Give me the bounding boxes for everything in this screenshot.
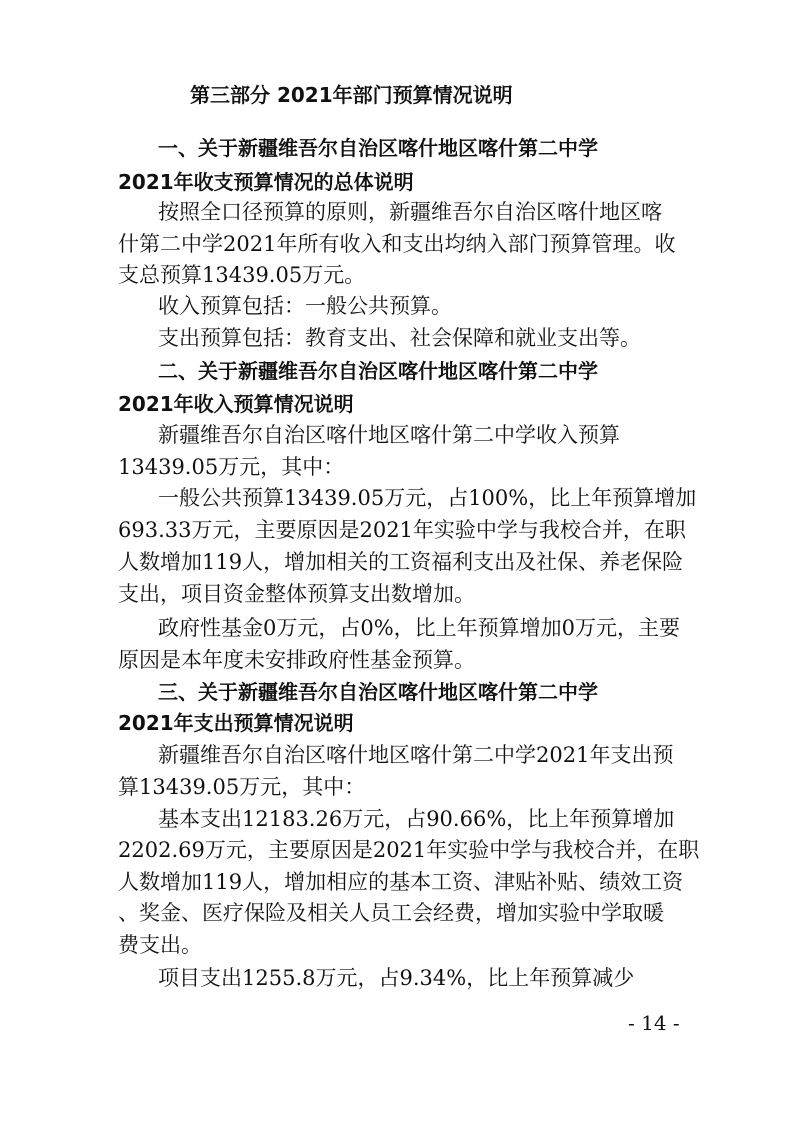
section-2-paragraph-3-line-2: 原因是本年度未安排政府性基金预算。	[118, 648, 475, 672]
section-3-paragraph-2-line-1: 基本支出12183.26万元，占90.66%，比上年预算增加	[158, 807, 675, 831]
section-2-paragraph-2-line-3: 人数增加119人，增加相关的工资福利支出及社保、养老保险	[118, 550, 684, 574]
section-3-paragraph-2-line-4: 、奖金、医疗保险及相关人员工会经费，增加实验中学取暖	[118, 901, 664, 925]
section-3-paragraph-1-line-1: 新疆维吾尔自治区喀什地区喀什第二中学2021年支出预	[158, 743, 674, 767]
section-2-paragraph-1-line-1: 新疆维吾尔自治区喀什地区喀什第二中学收入预算	[158, 423, 620, 447]
section-1-paragraph-1-line-2: 什第二中学2021年所有收入和支出均纳入部门预算管理。收	[118, 232, 676, 256]
section-3-paragraph-2-line-2: 2202.69万元，主要原因是2021年实验中学与我校合并，在职	[118, 838, 700, 862]
section-2-paragraph-1-line-2: 13439.05万元，其中：	[118, 455, 345, 479]
section-3-heading-line-1: 三、关于新疆维吾尔自治区喀什地区喀什第二中学	[158, 680, 598, 704]
section-3-paragraph-3-line-1: 项目支出1255.8万元，占9.34%，比上年预算减少	[158, 966, 635, 990]
section-1-heading-line-2: 2021年收支预算情况的总体说明	[118, 170, 414, 194]
section-1-paragraph-1-line-1: 按照全口径预算的原则，新疆维吾尔自治区喀什地区喀	[158, 200, 662, 224]
section-2-heading-line-2: 2021年收入预算情况说明	[118, 392, 354, 416]
section-3-heading-line-2: 2021年支出预算情况说明	[118, 711, 354, 735]
section-1-paragraph-2-line-1: 收入预算包括：一般公共预算。	[158, 294, 452, 318]
section-2-heading-line-1: 二、关于新疆维吾尔自治区喀什地区喀什第二中学	[158, 359, 598, 383]
section-2-paragraph-3-line-1: 政府性基金0万元，占0%，比上年预算增加0万元，主要	[158, 616, 681, 640]
page-number: - 14 -	[628, 1011, 680, 1035]
section-2-paragraph-2-line-1: 一般公共预算13439.05万元，占100%，比上年预算增加	[158, 486, 697, 510]
section-1-paragraph-1-line-3: 支总预算13439.05万元。	[118, 263, 366, 287]
section-3-paragraph-1-line-2: 算13439.05万元，其中：	[118, 775, 366, 799]
section-2-paragraph-2-line-4: 支出，项目资金整体预算支出数增加。	[118, 582, 475, 606]
section-3-paragraph-2-line-3: 人数增加119人，增加相应的基本工资、津贴补贴、绩效工资	[118, 870, 684, 894]
section-1-heading-line-1: 一、关于新疆维吾尔自治区喀什地区喀什第二中学	[158, 136, 598, 160]
section-1-paragraph-3-line-1: 支出预算包括：教育支出、社会保障和就业支出等。	[158, 326, 641, 350]
section-3-paragraph-2-line-5: 费支出。	[118, 933, 202, 957]
section-2-paragraph-2-line-2: 693.33万元，主要原因是2021年实验中学与我校合并，在职	[118, 518, 686, 542]
page-title: 第三部分 2021年部门预算情况说明	[190, 83, 513, 107]
